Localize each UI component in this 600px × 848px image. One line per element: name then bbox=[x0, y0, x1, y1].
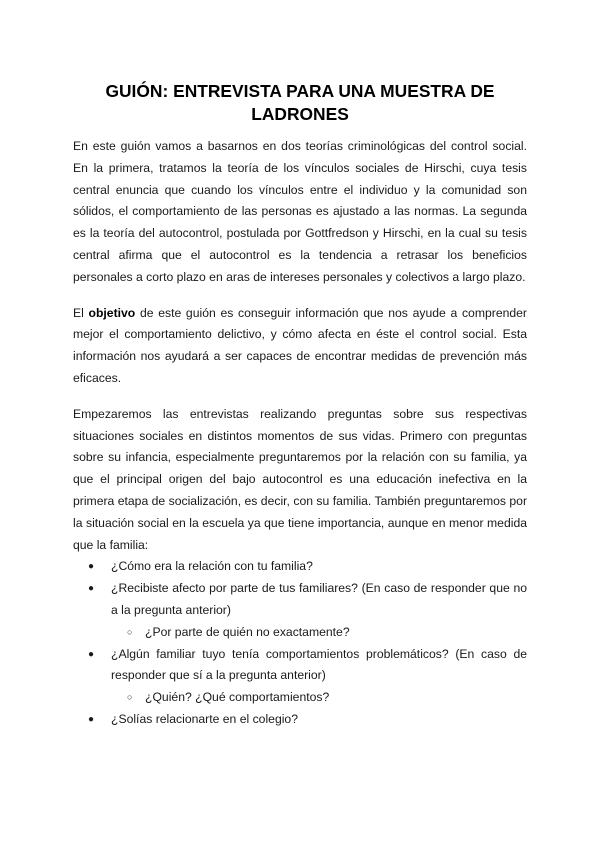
sub-question-text: ¿Quién? ¿Qué comportamientos? bbox=[145, 690, 330, 705]
objective-bold-word: objetivo bbox=[88, 305, 136, 320]
sub-question-list bbox=[111, 687, 527, 709]
bullet-icon: ● bbox=[88, 561, 95, 573]
bullet-icon: ● bbox=[88, 648, 95, 660]
question-text: ¿Algún familiar tuyo tenía comportamientos problemáticos? (En caso de responder que sí a la pregunta anterior) bbox=[111, 646, 527, 683]
hollow-bullet-icon: ○ bbox=[127, 626, 133, 637]
question-text: ¿Solías relacionarte en el colegio? bbox=[111, 711, 298, 726]
question-item bbox=[73, 578, 527, 643]
question-text: ¿Cómo era la relación con tu familia? bbox=[111, 559, 313, 574]
bullet-icon: ● bbox=[88, 583, 95, 595]
sub-question-item bbox=[73, 687, 527, 709]
objective-prefix: El bbox=[73, 305, 89, 320]
paragraph-theories: En este guión vamos a basarnos en dos teorías criminológicas del control social. En la primera, tratamos la teoría de los vínculos sociales de Hirschi, cuya tesis central enuncia que cuando los vínculos entre el individuo y la comunidad son sólidos, el comportamiento de las personas es ajustado a las normas. La segunda es la teoría del autocontrol, postulada por Gottfredson y Hirschi, en la cual su tesis central afirma que el autocontrol es la tendencia a retrasar los beneficios personales a corto plazo en aras de intereses personales y colectivos a largo plazo. bbox=[73, 139, 527, 284]
sub-question-list bbox=[111, 622, 527, 644]
question-item bbox=[73, 644, 527, 709]
objective-suffix: de este guión es conseguir información que nos ayude a comprender mejor el comportamiento delictivo, y cómo afecta en éste el control social. Esta información nos ayudará a ser capaces de encontrar medidas de prevención más eficaces. bbox=[73, 305, 527, 385]
title-line-1: GUIÓN: ENTREVISTA PARA UNA MUESTRA DE bbox=[105, 81, 495, 101]
question-list bbox=[73, 556, 527, 730]
question-text: ¿Recibiste afecto por parte de tus familiares? (En caso de responder que no a la pregunta anterior) bbox=[111, 581, 527, 617]
bullet-icon: ● bbox=[88, 713, 95, 725]
question-item bbox=[73, 709, 527, 731]
hollow-bullet-icon: ○ bbox=[127, 692, 133, 703]
paragraph-method: Empezaremos las entrevistas realizando preguntas sobre sus respectivas situaciones sociales en distintos momentos de sus vidas. Primero con preguntas sobre su infancia, especialmente preguntaremos por la relación con su familia, ya que el principal origen del bajo autocontrol es una educación inefectiva en la primera etapa de socialización, es decir, con su familia. También preguntaremos por la situación social en la escuela ya que tiene importancia, aunque en menor medida que la familia: bbox=[73, 406, 527, 552]
paragraph-objective bbox=[73, 303, 527, 390]
title-line-2: LADRONES bbox=[251, 104, 349, 124]
question-item bbox=[73, 556, 527, 578]
sub-question-item bbox=[73, 622, 527, 644]
document-title bbox=[73, 80, 527, 126]
sub-question-text: ¿Por parte de quién no exactamente? bbox=[145, 624, 350, 639]
